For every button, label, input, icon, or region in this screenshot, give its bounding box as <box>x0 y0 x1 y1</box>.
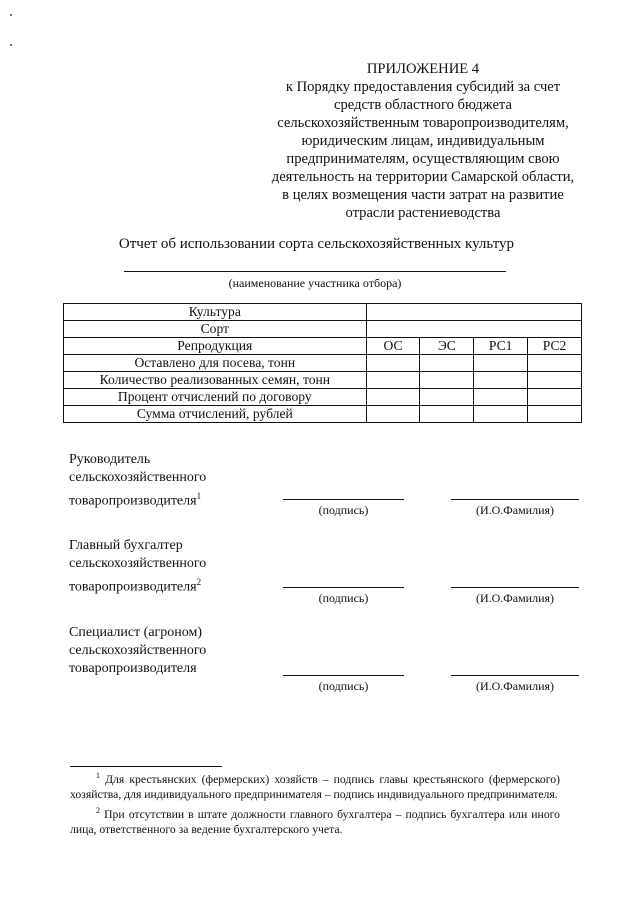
data-cell[interactable] <box>528 372 582 389</box>
footnote-2 <box>70 803 560 838</box>
column-header: РС2 <box>528 338 582 355</box>
scan-speck <box>10 14 12 16</box>
signature-caption: (подпись) <box>318 679 369 693</box>
data-cell[interactable] <box>366 389 420 406</box>
footnote-number: 2 <box>96 805 100 815</box>
data-cell[interactable] <box>420 372 474 389</box>
column-header: ОС <box>366 338 420 355</box>
data-cell[interactable] <box>366 355 420 372</box>
data-cell[interactable] <box>528 406 582 423</box>
appendix-line: деятельность на территории Самарской области, <box>271 169 575 185</box>
appendix-heading <box>238 60 608 222</box>
participant-name-line[interactable] <box>124 271 506 272</box>
data-cell[interactable] <box>366 406 420 423</box>
name-line[interactable] <box>451 587 579 588</box>
role-line: сельскохозяйственного <box>69 470 207 485</box>
signature-role-chief-accountant <box>69 537 279 597</box>
table-row <box>64 355 582 372</box>
column-header: ЭС <box>420 338 474 355</box>
appendix-line: предпринимателям, осуществляющим свою <box>286 151 560 167</box>
signature-role-agronomist <box>69 624 279 678</box>
table-row <box>64 372 582 389</box>
footnote-number: 1 <box>96 771 100 780</box>
data-cell[interactable] <box>366 372 420 389</box>
appendix-line: к Порядку предоставления субсидий за счет <box>285 79 561 95</box>
footnote-ref: 1 <box>196 491 202 501</box>
table-row <box>64 389 582 406</box>
name-caption: (И.О.Фамилия) <box>475 503 555 517</box>
footnote-1 <box>70 768 560 803</box>
participant-name-caption: (наименование участника отбора) <box>228 276 402 290</box>
appendix-line: средств областного бюджета <box>334 97 512 113</box>
footnote-ref: 2 <box>196 577 202 587</box>
row-label: Сумма отчислений, рублей <box>64 406 367 423</box>
row-label: Процент отчислений по договору <box>64 389 367 406</box>
role-line: Руководитель <box>69 452 151 467</box>
role-line: сельскохозяйственного <box>69 643 207 658</box>
name-caption: (И.О.Фамилия) <box>475 679 555 693</box>
table-row <box>64 304 582 321</box>
signature-role-head <box>69 451 279 511</box>
name-line[interactable] <box>451 675 579 676</box>
role-line: Специалист (агроном) <box>69 625 203 640</box>
data-cell[interactable] <box>528 389 582 406</box>
appendix-line: в целях возмещения части затрат на развитие <box>282 187 564 203</box>
row-label: Сорт <box>64 321 367 338</box>
signature-line[interactable] <box>283 499 404 500</box>
appendix-number: ПРИЛОЖЕНИЕ 4 <box>366 61 480 77</box>
role-line: товаропроизводителя$^2$ <box>69 577 202 595</box>
variety-value-cell[interactable] <box>366 321 581 338</box>
footnote-separator <box>70 766 222 767</box>
role-line: товаропроизводителя$^1$ <box>69 491 202 509</box>
data-cell[interactable] <box>528 355 582 372</box>
row-label: Оставлено для посева, тонн <box>64 355 367 372</box>
role-line: сельскохозяйственного <box>69 556 207 571</box>
footnote-text: При отсутствии в штате должности главного бухгалтера – подпись бухгалтера или иного лица, ответственного за ведение бухгалтерского учета. <box>70 807 561 837</box>
data-cell[interactable] <box>420 406 474 423</box>
scan-speck <box>10 44 12 46</box>
report-title: Отчет об использовании сорта сельскохозяйственных культур <box>118 236 515 252</box>
table-row <box>64 406 582 423</box>
data-cell[interactable] <box>474 355 528 372</box>
signature-line[interactable] <box>283 675 404 676</box>
signature-caption: (подпись) <box>318 591 369 605</box>
report-table <box>63 303 582 423</box>
data-cell[interactable] <box>474 406 528 423</box>
name-caption: (И.О.Фамилия) <box>475 591 555 605</box>
row-label: Репродукция <box>64 338 367 355</box>
column-header: РС1 <box>474 338 528 355</box>
role-line: товаропроизводителя <box>69 661 197 676</box>
appendix-line: юридическим лицам, индивидуальным <box>301 133 545 149</box>
role-line: Главный бухгалтер <box>69 538 183 553</box>
data-cell[interactable] <box>474 372 528 389</box>
appendix-line: сельскохозяйственным товаропроизводителям, <box>277 115 569 131</box>
footnote-text: Для крестьянских (фермерских) хозяйств – подпись главы крестьянского (фермерского) хозяйства, для индивидуального предпринимателя – подпись индивидуального предпринимателя. <box>70 772 560 802</box>
data-cell[interactable] <box>420 389 474 406</box>
signature-caption: (подпись) <box>318 503 369 517</box>
row-label: Количество реализованных семян, тонн <box>64 372 367 389</box>
data-cell[interactable] <box>474 389 528 406</box>
table-row <box>64 338 582 355</box>
crop-value-cell[interactable] <box>366 304 581 321</box>
appendix-line: отрасли растениеводства <box>345 205 501 221</box>
name-line[interactable] <box>451 499 579 500</box>
table-row <box>64 321 582 338</box>
footnotes <box>70 768 560 838</box>
row-label: Культура <box>64 304 367 321</box>
signature-line[interactable] <box>283 587 404 588</box>
data-cell[interactable] <box>420 355 474 372</box>
